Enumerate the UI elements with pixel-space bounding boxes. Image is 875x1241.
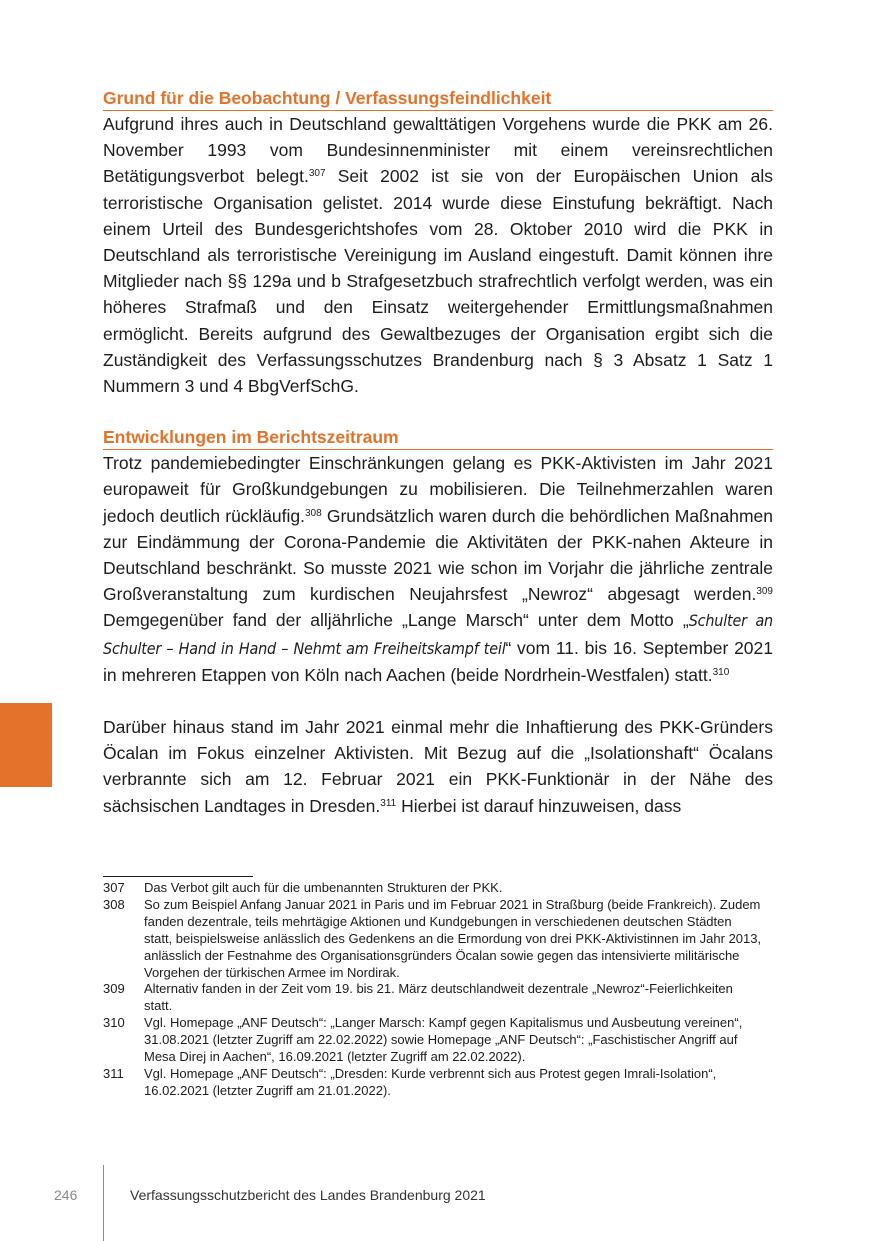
footnote-text: Vgl. Homepage „ANF Deutsch“: „Dresden: Kurde verbrennt sich aus Protest gegen Imrali-Isolation“, 16.02.2021 (letzter Zugriff am 21.01.2022). (144, 1065, 717, 1098)
text-span: Seit 2002 ist sie von der Europäischen Union als terroristische Organisation gelistet. 2014 wurde diese Einstufung bekräftigt. Nach einem Urteil des Bundesgerichtshofes vom 28. Oktober 2010 wird die PKK in Deutschland als terroristische Vereinigung im Ausland eingestuft. Damit können ihre Mitglieder nach §§ 129a und b Strafgesetzbuch strafrechtlich verfolgt werden, was ein höheres Strafmaß und den Einsatz weitergehender Ermittlungsmaßnahmen ermöglicht. Bereits aufgrund des Gewaltbezuges der Organisation ergibt sich die Zuständigkeit des Verfassungsschutzes Brandenburg nach § 3 Absatz 1 Satz 1 Nummern 3 und 4 BbgVerfSchG. (103, 166, 773, 397)
footnote-number: 307 (103, 880, 125, 895)
footnote-text: Vgl. Homepage „ANF Deutsch“: „Langer Marsch: Kampf gegen Kapitalismus und Ausbeutung vereinen“, 31.08.2021 (letzter Zugriff am 22.02.2022) sowie Homepage „ANF Deutsch“: „Faschistischer Angriff auf Mesa Direj in Aachen“, 16.09.2021 (letzter Zugriff am 22.02.2022). (144, 1015, 743, 1065)
footnote-item (103, 981, 763, 1015)
chapter-tab-marker (0, 703, 52, 787)
footnote-number: 310 (103, 1015, 125, 1031)
footnote-ref-307[interactable]: 307 (308, 168, 326, 180)
footnote-ref-309[interactable]: 309 (756, 586, 773, 598)
footer-divider (103, 1165, 104, 1241)
footnote-item (103, 1015, 763, 1066)
paragraph-entwicklungen-1 (103, 450, 773, 688)
footnote-text: Das Verbot gilt auch für die umbenannten Strukturen der PKK. (144, 880, 503, 895)
motto-quote: Schulter an Schulter – Hand in Hand – Nehmt am Freiheitskampf teil (103, 611, 773, 658)
text-span: Demgegenüber fand der alljährliche „Lange Marsch“ unter dem Motto „ (103, 610, 689, 631)
text-span: Grundsätzlich waren durch die behördlichen Maßnahmen zur Eindämmung der Corona-Pandemie die Aktivitäten der PKK-nahen Akteure in Deutschland beschränkt. So musste 2021 wie schon im Vorjahr die jährliche zentrale Großveranstaltung zum kurdischen Neujahrsfest „Newroz“ abgesagt werden. (103, 505, 773, 605)
text-span: Darüber hinaus stand im Jahr 2021 einmal mehr die Inhaftierung des PKK-Gründers Öcalan im Fokus einzelner Aktivisten. Mit Bezug auf die „Isolationshaft“ Öcalans verbrannte sich am 12. Februar 2021 ein PKK-Funktionär in der Nähe des sächsischen Landtages in Dresden. (103, 717, 773, 816)
footnote-ref-311[interactable]: 311 (380, 797, 397, 809)
footnote-text: Alternativ fanden in der Zeit vom 19. bis 21. März deutschlandweit dezentrale „Newroz“-Feierlichkeiten statt. (144, 981, 733, 1014)
footnote-item (103, 1066, 763, 1100)
footnote-ref-310[interactable]: 310 (712, 666, 730, 678)
main-content (103, 86, 773, 819)
text-span: Trotz pandemiebedingter Einschränkungen gelang es PKK-Aktivisten im Jahr 2021 europaweit für Großkundgebungen zu mobilisieren. Die Teilnehmerzahlen waren jedoch deutlich rückläufig. (103, 453, 773, 526)
paragraph-grund (103, 111, 773, 399)
footnote-item (103, 897, 763, 982)
footer-title: Verfassungsschutzbericht des Landes Brandenburg 2021 (130, 1187, 486, 1203)
paragraph-entwicklungen-2 (103, 714, 773, 819)
section-heading-grund: Grund für die Beobachtung / Verfassungsfeindlichkeit (103, 86, 773, 111)
footnote-number: 308 (103, 896, 125, 912)
footnotes-list (103, 880, 763, 1100)
page-number: 246 (54, 1187, 78, 1203)
text-span: Hierbei ist darauf hinzuweisen, dass (396, 795, 682, 816)
text-span: “ vom 11. bis 16. September 2021 in mehreren Etappen von Köln nach Aachen (beide Nordrhein-Westfalen) statt. (103, 637, 774, 685)
text-span: Aufgrund ihres auch in Deutschland gewalttätigen Vorgehens wurde die PKK am 26. November 1993 vom Bundesinnenminister mit einem vereinsrechtlichen Betätigungsverbot belegt. (103, 114, 773, 187)
footnote-ref-308[interactable]: 308 (305, 507, 322, 519)
section-heading-entwicklungen: Entwicklungen im Berichtszeitraum (103, 425, 773, 450)
footnote-divider (103, 876, 253, 877)
footnote-number: 309 (103, 981, 125, 997)
footnote-number: 311 (103, 1065, 124, 1081)
footnote-item (103, 880, 763, 897)
footnote-text: So zum Beispiel Anfang Januar 2021 in Paris und im Februar 2021 in Straßburg (beide Frankreich). Zudem fanden dezentrale, teils mehrtägige Aktionen und Kundgebungen in verschiedenen deutschen Städten statt, beispielsweise anlässlich des Gedenkens an die Ermordung von drei PKK-Aktivistinnen im Jahr 2013, anlässlich der Festnahme des Organisationsgründers Öcalan sowie gegen das intensivierte militärische Vorgehen der türkischen Armee im Nordirak. (144, 896, 762, 980)
